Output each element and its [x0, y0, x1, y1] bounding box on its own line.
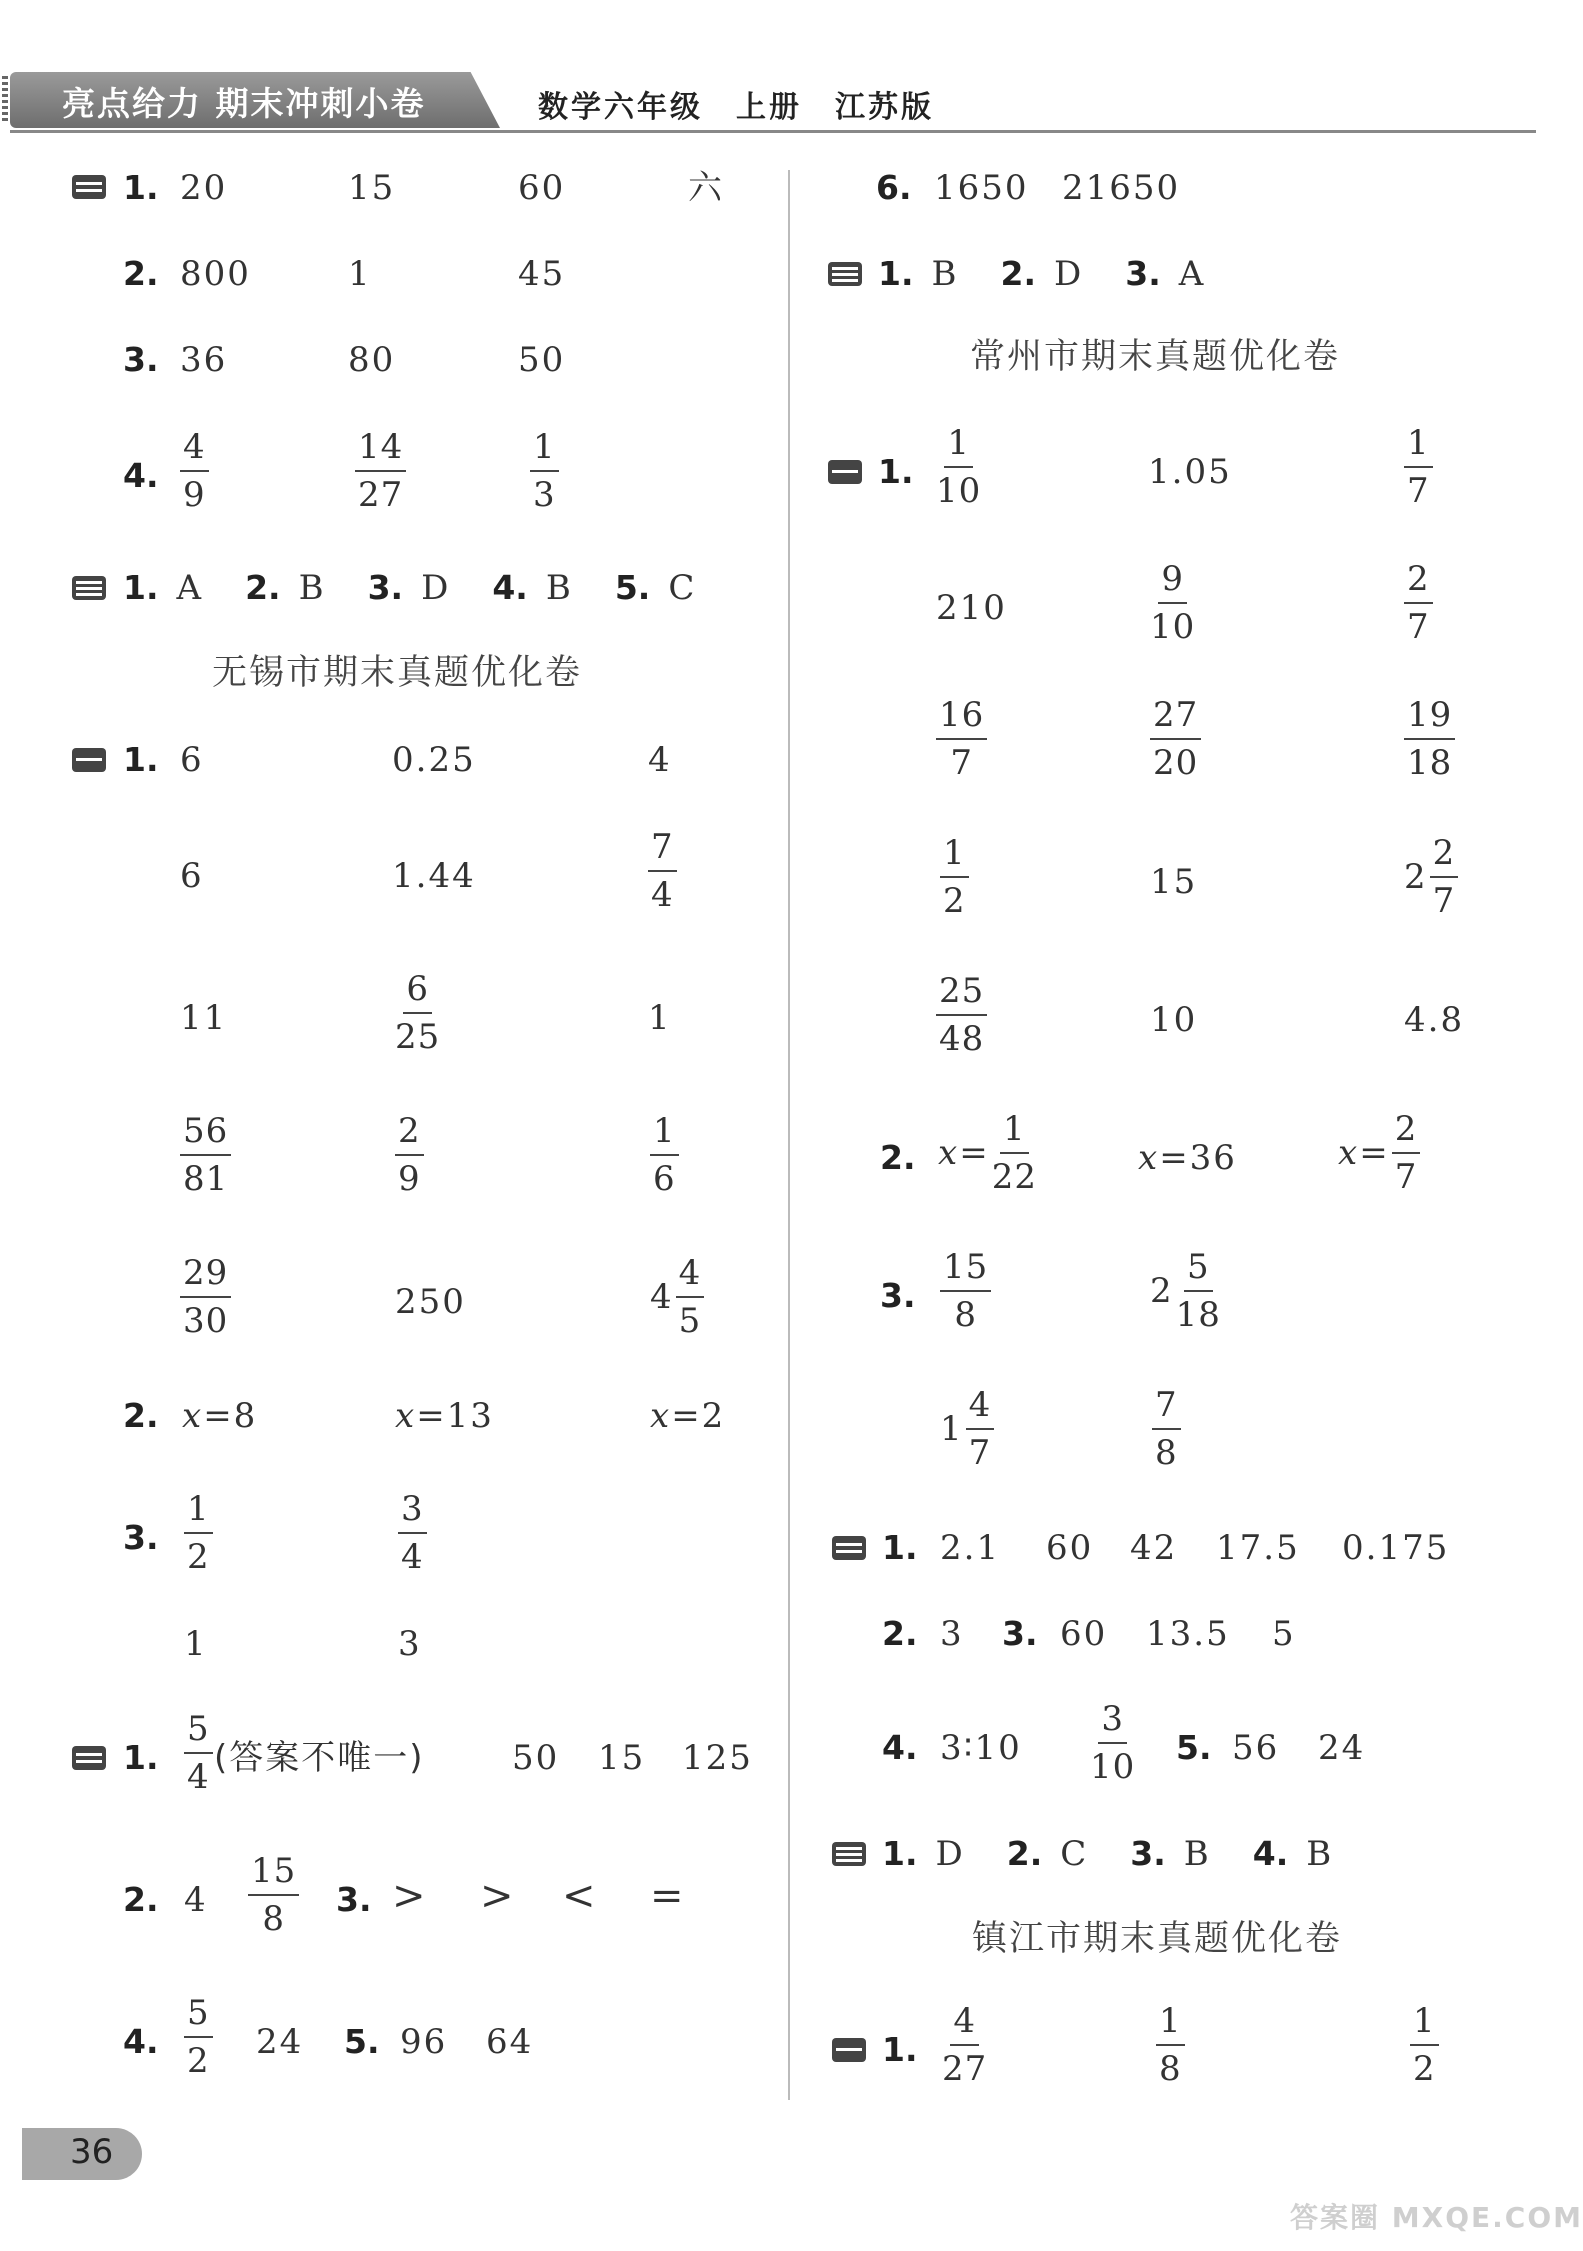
fraction: $\frac{7}{4}$: [648, 828, 677, 914]
fraction: $\frac{4}{9}$: [180, 428, 209, 514]
section-marker-icon: [832, 1536, 866, 1560]
answer-value: 1: [648, 998, 672, 1038]
answer-value: 21650: [1062, 168, 1181, 208]
fraction: $\frac{2}{9}$: [395, 1112, 424, 1198]
answer-value: 15: [348, 168, 396, 208]
comparison-sign: =: [650, 1873, 686, 1919]
fraction: $\frac{1}{3}$: [530, 428, 559, 514]
mixed-number: 1 $\frac{4}{7}$: [940, 1386, 994, 1472]
question-number: 1.: [123, 168, 159, 207]
answer-value: 17.5: [1216, 1528, 1300, 1568]
equation-answer: x=8: [182, 1396, 258, 1436]
answer-value: 4.8: [1404, 1000, 1465, 1040]
section-marker-icon: [832, 1842, 866, 1866]
comparison-sign: <: [562, 1873, 598, 1919]
question-number: 6.: [876, 168, 912, 207]
answer-value: 36: [180, 340, 228, 380]
answer-value: 2.1: [940, 1528, 1001, 1568]
answer-value: 4: [184, 1880, 208, 1920]
answer-value: 3: [398, 1624, 422, 1664]
question-number: 3.: [123, 340, 159, 379]
header-rule: [10, 130, 1536, 133]
question-number: 2.: [123, 1396, 159, 1435]
answer-value: 60: [1060, 1614, 1108, 1654]
question-number: 1.: [878, 452, 914, 491]
fraction: $\frac{2}{7}$: [1404, 560, 1433, 646]
answer-value: 50: [518, 340, 566, 380]
question-number: 1.: [882, 1528, 918, 1567]
answer-value: 10: [1150, 1000, 1198, 1040]
fraction: $\frac{25}{48}$: [936, 972, 987, 1058]
mixed-number: 2 $\frac{5}{18}$: [1150, 1247, 1221, 1335]
answer-value: 125: [682, 1738, 753, 1778]
answer-value: 15: [1150, 862, 1198, 902]
fraction: $\frac{1}{6}$: [650, 1112, 679, 1198]
column-divider: [788, 170, 790, 2100]
fraction: $\frac{4}{27}$: [942, 2001, 988, 2089]
ratio-answer: 3∶10: [940, 1728, 1022, 1768]
fraction: $\frac{9}{10}$: [1150, 559, 1196, 647]
fraction: $\frac{5}{4}$: [184, 1710, 213, 1796]
answer-value: 4: [648, 740, 672, 780]
fraction: $\frac{1}{7}$: [1404, 424, 1433, 510]
question-number: 3.: [1002, 1614, 1038, 1653]
answer-value: 15: [598, 1738, 646, 1778]
answer-value: 13.5: [1146, 1614, 1230, 1654]
answer-value: 0.175: [1342, 1528, 1450, 1568]
answer-value: 800: [180, 254, 251, 294]
header-brand: 亮点给力 期末冲刺小卷: [62, 84, 426, 123]
fraction: $\frac{56}{81}$: [180, 1112, 231, 1198]
section-marker-icon: [828, 262, 862, 286]
fraction: $\frac{14}{27}$: [355, 428, 406, 514]
fraction: $\frac{1}{2}$: [1410, 2002, 1439, 2088]
section-marker-icon: [832, 2038, 866, 2062]
answer-value: 1650: [934, 168, 1029, 208]
question-number: 2.: [123, 1880, 159, 1919]
fraction: $\frac{1}{2}$: [940, 834, 969, 920]
answer-value: 1: [184, 1624, 208, 1664]
choice-answers: 1. D 2. C 3. B 4. B: [882, 1834, 1334, 1874]
answer-value: 6: [180, 856, 204, 896]
section-title: 无锡市期末真题优化卷: [212, 653, 583, 693]
mixed-number: 2 $\frac{2}{7}$: [1404, 834, 1458, 920]
fraction: $\frac{3}{4}$: [398, 1490, 427, 1576]
question-number: 5.: [1176, 1728, 1212, 1767]
fraction: $\frac{15}{8}$: [940, 1248, 991, 1334]
answer-value: 210: [936, 588, 1007, 628]
question-number: 2.: [882, 1614, 918, 1653]
answer-value: 5: [1272, 1614, 1296, 1654]
comparison-sign: >: [480, 1873, 516, 1919]
answer-value: 3: [940, 1614, 964, 1654]
mixed-number: 4 $\frac{4}{5}$: [650, 1254, 704, 1340]
choice-answers: 1. A 2. B 3. D 4. B 5. C: [123, 568, 697, 608]
answer-value: 24: [1318, 1728, 1366, 1768]
fraction: $\frac{6}{25}$: [395, 969, 441, 1057]
fraction: $\frac{7}{8}$: [1152, 1386, 1181, 1472]
answer-value: 1.44: [392, 856, 476, 896]
answer-value: 56: [1232, 1728, 1280, 1768]
answer-value: 250: [395, 1282, 466, 1322]
fraction: $\frac{5}{2}$: [184, 1994, 213, 2080]
answer-value: 42: [1130, 1528, 1178, 1568]
header-decoration: [2, 76, 8, 124]
answer-value: 96: [400, 2022, 448, 2062]
comparison-sign: >: [392, 1873, 428, 1919]
answer-value: 六: [688, 168, 724, 208]
answer-value: 60: [1046, 1528, 1094, 1568]
fraction: $\frac{1}{10}$: [936, 423, 982, 511]
section-title: 镇江市期末真题优化卷: [972, 1919, 1343, 1959]
question-number: 1.: [123, 1738, 159, 1777]
section-marker-icon: [72, 175, 106, 199]
answer-note: (答案不唯一): [214, 1738, 425, 1778]
question-number: 4.: [123, 456, 159, 495]
fraction: $\frac{19}{18}$: [1404, 696, 1455, 782]
fraction: $\frac{16}{7}$: [936, 696, 987, 782]
equation-answer: x = $\frac{2}{7}$: [1338, 1110, 1420, 1196]
section-marker-icon: [828, 460, 862, 484]
question-number: 4.: [882, 1728, 918, 1767]
section-marker-icon: [72, 748, 106, 772]
watermark: 答案圈 MXQE.COM: [1290, 2201, 1583, 2234]
question-number: 3.: [336, 1880, 372, 1919]
answer-value: 80: [348, 340, 396, 380]
equation-answer: x=36: [1138, 1138, 1237, 1178]
page-number: 36: [70, 2132, 114, 2172]
question-number: 3.: [123, 1518, 159, 1557]
answer-value: 64: [486, 2022, 534, 2062]
answer-value: 45: [518, 254, 566, 294]
answer-value: 50: [512, 1738, 560, 1778]
answer-value: 20: [180, 168, 228, 208]
fraction: $\frac{1}{2}$: [184, 1490, 213, 1576]
header-subtitle: 数学六年级 上册 江苏版: [538, 90, 934, 125]
choice-answers: 1. B 2. D 3. A: [878, 254, 1206, 294]
answer-value: 0.25: [392, 740, 476, 780]
question-number: 4.: [123, 2022, 159, 2061]
fraction: $\frac{15}{8}$: [248, 1852, 299, 1938]
question-number: 2.: [880, 1138, 916, 1177]
question-number: 3.: [880, 1276, 916, 1315]
question-number: 1.: [123, 740, 159, 779]
section-marker-icon: [72, 1746, 106, 1770]
equation-answer: x = $\frac{1}{22}$: [938, 1109, 1037, 1197]
equation-answer: x=2: [650, 1396, 726, 1436]
answer-value: 24: [256, 2022, 304, 2062]
answer-value: 60: [518, 168, 566, 208]
section-marker-icon: [72, 576, 106, 600]
equation-answer: x=13: [395, 1396, 494, 1436]
answer-value: 6: [180, 740, 204, 780]
section-title: 常州市期末真题优化卷: [970, 337, 1341, 377]
answer-value: 1: [348, 254, 372, 294]
question-number: 5.: [344, 2022, 380, 2061]
question-number: 1.: [882, 2030, 918, 2069]
fraction: $\frac{27}{20}$: [1150, 696, 1201, 782]
fraction: $\frac{3}{10}$: [1090, 1699, 1136, 1787]
answer-value: 1.05: [1148, 452, 1232, 492]
fraction: $\frac{1}{8}$: [1156, 2002, 1185, 2088]
fraction: $\frac{29}{30}$: [180, 1254, 231, 1340]
answer-value: 11: [180, 998, 228, 1038]
question-number: 2.: [123, 254, 159, 293]
